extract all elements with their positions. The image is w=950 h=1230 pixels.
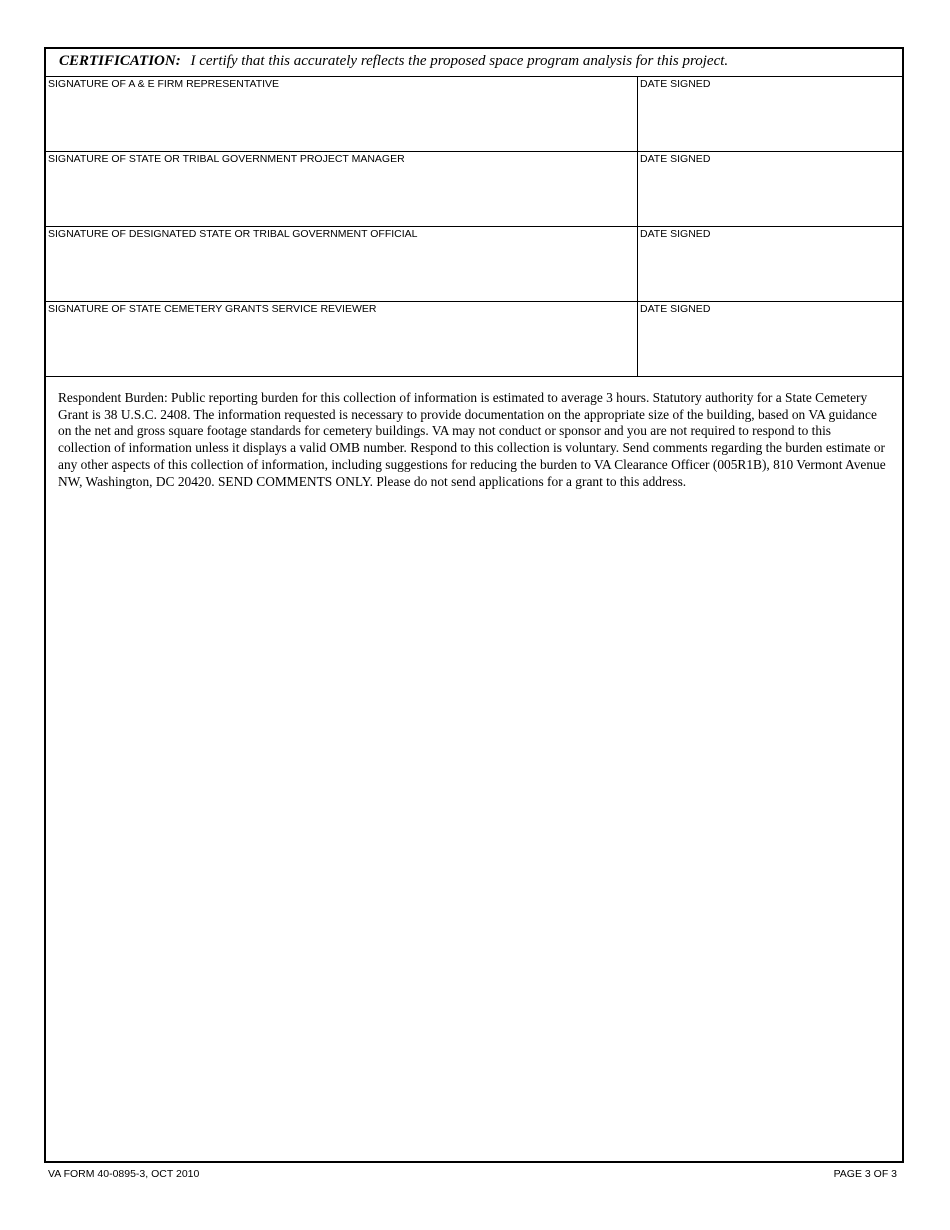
project-manager-signature-label: SIGNATURE OF STATE OR TRIBAL GOVERNMENT PROJECT MANAGER [48,153,405,165]
form-identifier: VA FORM 40-0895-3, OCT 2010 [48,1168,200,1180]
signature-row-grants-reviewer [46,302,902,377]
grants-reviewer-date-field[interactable] [638,302,902,376]
page-number: PAGE 3 OF 3 [833,1168,897,1180]
form-frame [44,47,904,1163]
designated-official-signature-label: SIGNATURE OF DESIGNATED STATE OR TRIBAL GOVERNMENT OFFICIAL [48,228,418,240]
grants-reviewer-signature-label: SIGNATURE OF STATE CEMETERY GRANTS SERVICE REVIEWER [48,303,377,315]
project-manager-date-field[interactable] [638,152,902,226]
ae-firm-date-field[interactable] [638,77,902,151]
signature-row-designated-official [46,227,902,302]
designated-official-date-field[interactable] [638,227,902,301]
ae-firm-signature-field[interactable] [46,77,638,151]
project-manager-date-label: DATE SIGNED [640,153,711,165]
grants-reviewer-date-label: DATE SIGNED [640,303,711,315]
certification-header [46,49,902,77]
certification-statement: I certify that this accurately reflects the proposed space program analysis for this project. [190,53,729,69]
ae-firm-date-label: DATE SIGNED [640,78,711,90]
certification-label: CERTIFICATION: [59,53,181,69]
respondent-burden-statement: Respondent Burden: Public reporting burden for this collection of information is estimated to average 3 hours. Statutory authority for a State Cemetery Grant is 38 U.S.C. 2408. The information requested is necessary to provide documentation on the appropriate size of the building, based on VA guidance on the net and gross square footage standards for cemetery buildings. VA may not conduct or sponsor and you are not required to respond to this collection of information unless it displays a valid OMB number. Respond to this collection is voluntary. Send comments regarding the burden estimate or any other aspects of this collection of information, including suggestions for reducing the burden to VA Clearance Officer (005R1B), 810 Vermont Avenue NW, Washington, DC 20420. SEND COMMENTS ONLY. Please do not send applications for a grant to this address. [58,390,886,489]
signature-row-project-manager [46,152,902,227]
designated-official-date-label: DATE SIGNED [640,228,711,240]
signature-row-ae-firm [46,77,902,152]
ae-firm-signature-label: SIGNATURE OF A & E FIRM REPRESENTATIVE [48,78,280,90]
project-manager-signature-field[interactable] [46,152,638,226]
designated-official-signature-field[interactable] [46,227,638,301]
grants-reviewer-signature-field[interactable] [46,302,638,376]
